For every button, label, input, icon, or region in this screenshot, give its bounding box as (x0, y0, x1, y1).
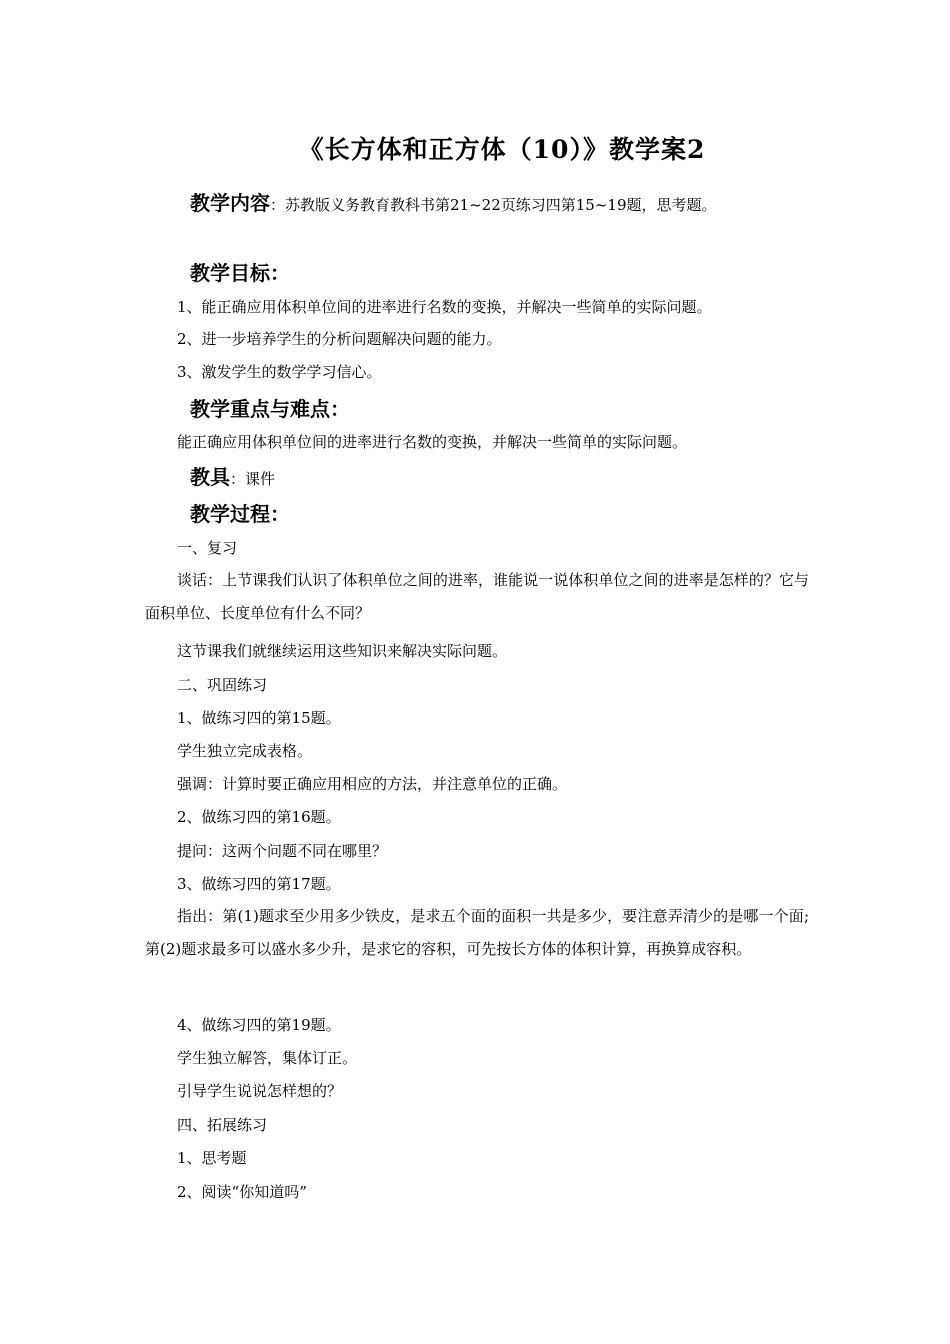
objective-item: 3、激发学生的数学学习信心。 (177, 363, 382, 381)
objective-item: 2、进一步培养学生的分析问题解决问题的能力。 (177, 330, 502, 348)
practice-note: 学生独立完成表格。 (177, 742, 313, 760)
extension-item: 1、思考题 (177, 1149, 247, 1167)
process-heading: 教学过程： (190, 502, 290, 526)
practice-item: 2、做练习四的第16题。 (177, 808, 341, 826)
review-intro: 这节课我们就继续运用这些知识来解决实际问题。 (177, 642, 508, 660)
extension-item: 2、阅读“你知道吗” (177, 1183, 307, 1201)
extension-section-title: 四、拓展练习 (177, 1116, 268, 1134)
key-points-text: 能正确应用体积单位间的进率进行名数的变换，并解决一些简单的实际问题。 (177, 433, 688, 451)
practice-note: 学生独立解答，集体订正。 (177, 1049, 358, 1067)
teaching-tools-value: 课件 (245, 470, 276, 488)
review-section-title: 一、复习 (177, 539, 238, 557)
practice-note: 提问：这两个问题不同在哪里？ (177, 842, 388, 860)
practice-note: 强调：计算时要正确应用相应的方法，并注意单位的正确。 (177, 775, 568, 793)
objective-item: 1、能正确应用体积单位间的进率进行名数的变换，并解决一些简单的实际问题。 (177, 298, 712, 316)
document-title: 《长方体和正方体（10）》教学案2 (298, 135, 706, 164)
teaching-tools-label: 教具 (190, 465, 230, 489)
practice-item: 4、做练习四的第19题。 (177, 1016, 341, 1034)
review-talk-paragraph: 谈话：上节课我们认识了体积单位之间的进率，谁能说一说体积单位之间的进率是怎样的？它与面积单位、长度单位有什么不同？ (145, 571, 809, 622)
practice-section-title: 二、巩固练习 (177, 676, 268, 694)
key-points-heading: 教学重点与难点： (190, 397, 350, 421)
practice-note: 引导学生说说怎样想的？ (177, 1082, 343, 1100)
practice-explanation-paragraph: 指出：第(1)题求至少用多少铁皮，是求五个面的面积一共是多少，要注意弄清少的是哪一个面;第(2)题求最多可以盛水多少升，是求它的容积，可先按长方体的体积计算，再换算成容积。 (145, 907, 809, 958)
teaching-tools (190, 461, 275, 490)
practice-item: 1、做练习四的第15题。 (177, 709, 341, 727)
teaching-tools-colon: ： (230, 470, 246, 488)
objectives-heading: 教学目标： (190, 261, 290, 285)
practice-item: 3、做练习四的第17题。 (177, 875, 341, 893)
teaching-content-colon: ： (270, 196, 286, 214)
teaching-content-value: 苏教版义务教育教科书第21~22页练习四第15~19题，思考题。 (285, 196, 717, 214)
teaching-content-label: 教学内容 (190, 191, 270, 215)
teaching-content (190, 187, 717, 216)
